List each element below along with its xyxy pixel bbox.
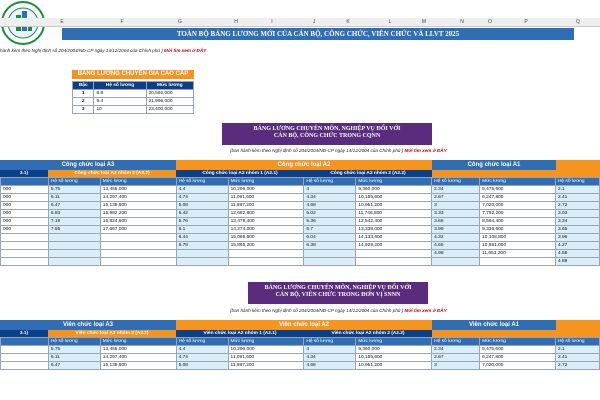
col-label: Mức lương bbox=[480, 338, 556, 346]
table-cell[interactable]: 4.32 bbox=[432, 234, 480, 242]
table-cell[interactable]: 10,155,600 bbox=[356, 194, 432, 202]
senior-header-coef: Hệ số lương bbox=[94, 82, 146, 90]
table-cell[interactable]: 14,297,400 bbox=[100, 194, 176, 202]
section2-group-a1: Viên chức loại A1 bbox=[432, 320, 556, 330]
col-label: Hệ số lương bbox=[48, 178, 100, 186]
table-cell[interactable]: 15,982,200 bbox=[100, 210, 176, 218]
table-cell[interactable]: 000 bbox=[1, 226, 49, 234]
col-label: Hệ số lương bbox=[555, 178, 599, 186]
table-cell[interactable]: 2 bbox=[73, 98, 94, 106]
table-cell[interactable]: 13,455,000 bbox=[100, 186, 176, 194]
section1-table bbox=[0, 177, 600, 266]
table-cell[interactable]: 6.47 bbox=[48, 362, 100, 370]
table-cell[interactable]: 000 bbox=[1, 186, 49, 194]
table-cell[interactable]: 14,133,600 bbox=[356, 234, 432, 242]
table-row bbox=[1, 210, 600, 218]
col-label: Hệ số lương bbox=[176, 178, 228, 186]
table-cell[interactable]: 6,247,800 bbox=[480, 354, 556, 362]
table-cell[interactable]: 13,478,400 bbox=[228, 218, 304, 226]
section2-note: (ban hành kèm theo Nghị định số 204/2004/NĐ-CP ngày 14/12/2004 của Chính phủ ) Mới tìm xem ở ĐÂY bbox=[230, 308, 447, 313]
table-row bbox=[1, 218, 600, 226]
table-cell[interactable]: 6.11 bbox=[48, 354, 100, 362]
table-cell[interactable]: 11,091,600 bbox=[228, 354, 304, 362]
table-cell[interactable]: 8,564,400 bbox=[480, 218, 556, 226]
table-cell[interactable]: 6.38 bbox=[304, 242, 356, 250]
table-cell[interactable]: 10 bbox=[94, 106, 146, 114]
col-header-j[interactable]: J bbox=[312, 19, 316, 25]
table-cell[interactable]: 7,792,200 bbox=[480, 210, 556, 218]
table-cell[interactable]: 5.76 bbox=[176, 218, 228, 226]
section1-sub-a32: Công chức loại A3 nhóm 2 (A3.2) bbox=[48, 170, 176, 177]
table-row bbox=[1, 194, 600, 202]
table-cell[interactable]: 2.67 bbox=[432, 194, 480, 202]
section1-title: BẢNG LƯƠNG CHUYÊN MÔN, NGHIỆP VỤ ĐỐI VỚI CÁN BỘ, CÔNG CHỨC TRONG CQNN bbox=[222, 123, 432, 145]
table-cell[interactable]: 11,653,200 bbox=[480, 250, 556, 258]
col-header-i[interactable]: I bbox=[271, 19, 273, 25]
table-cell[interactable]: 7.19 bbox=[48, 218, 100, 226]
table-cell[interactable]: 12,542,400 bbox=[356, 218, 432, 226]
table-cell[interactable]: 3 bbox=[432, 202, 480, 210]
section1-sub-extra bbox=[556, 170, 600, 177]
table-cell[interactable]: 15,865,200 bbox=[228, 242, 304, 250]
section1-group-a2: Công chức loại A2 bbox=[176, 160, 432, 170]
table-cell[interactable]: 3.33 bbox=[432, 210, 480, 218]
table-row bbox=[1, 346, 600, 354]
table-cell[interactable]: 13,455,000 bbox=[100, 346, 176, 354]
senior-table-title: BẢNG LƯƠNG CHUYÊN GIA CAO CẤP bbox=[72, 70, 194, 79]
table-cell[interactable]: 10,155,600 bbox=[356, 354, 432, 362]
table-cell[interactable]: 9,360,000 bbox=[356, 186, 432, 194]
col-label: Hệ số lương bbox=[555, 338, 599, 346]
table-cell[interactable]: 2.34 bbox=[432, 346, 480, 354]
table-cell[interactable]: 4 bbox=[304, 346, 356, 354]
table-cell[interactable]: 4.74 bbox=[176, 194, 228, 202]
table-cell[interactable]: 2.72 bbox=[555, 202, 599, 210]
section2-see-here-link[interactable]: Mới tìm xem ở ĐÂY bbox=[404, 308, 447, 313]
see-here-link[interactable]: Mới tìm xem ở ĐÂY bbox=[164, 48, 207, 53]
table-cell[interactable]: 15,139,800 bbox=[100, 362, 176, 370]
section1-sub-a31: 3.1) bbox=[0, 170, 48, 177]
col-header-p[interactable]: P bbox=[524, 19, 528, 25]
table-cell[interactable]: 14,274,000 bbox=[228, 226, 304, 234]
table-cell[interactable]: 3 bbox=[73, 106, 94, 114]
table-cell[interactable]: 5.42 bbox=[176, 210, 228, 218]
col-label: Mức lương bbox=[100, 178, 176, 186]
table-cell[interactable]: 2.72 bbox=[555, 362, 599, 370]
senior-header-amount: Mức lương bbox=[146, 82, 193, 90]
col-label: Hệ số lương bbox=[176, 338, 228, 346]
col-header-m[interactable]: M bbox=[421, 19, 427, 25]
col-header-f[interactable]: F bbox=[120, 19, 124, 25]
table-cell[interactable]: 2.41 bbox=[555, 354, 599, 362]
section1-group-extra bbox=[556, 160, 600, 170]
table-cell[interactable]: 20,592,000 bbox=[146, 90, 193, 98]
table-cell[interactable]: 5.08 bbox=[176, 362, 228, 370]
section1-note: (ban hành kèm theo Nghị định số 204/2004/NĐ-CP ngày 14/12/2004 của Chính phủ ) Mới tìm xem ở ĐÂY bbox=[230, 148, 447, 153]
senior-salary-table bbox=[72, 81, 194, 114]
table-cell[interactable]: 4.34 bbox=[304, 194, 356, 202]
table-cell[interactable]: 11,887,200 bbox=[228, 202, 304, 210]
table-cell[interactable]: 4.68 bbox=[304, 202, 356, 210]
table-cell[interactable]: 5.36 bbox=[304, 218, 356, 226]
table-cell[interactable]: 6.47 bbox=[48, 202, 100, 210]
table-cell[interactable]: 17,667,000 bbox=[100, 226, 176, 234]
table-cell[interactable]: 9,336,600 bbox=[480, 226, 556, 234]
col-label: Mức lương bbox=[228, 178, 304, 186]
column-header-bar bbox=[0, 18, 600, 27]
section2-sub-a32: Viên chức loại A3 nhóm 2 (A3.2) bbox=[48, 330, 176, 337]
col-label: Mức lương bbox=[356, 178, 432, 186]
col-header-l[interactable]: L bbox=[388, 19, 392, 25]
table-cell[interactable]: 3 bbox=[432, 362, 480, 370]
table-cell[interactable]: 15,069,600 bbox=[228, 234, 304, 242]
col-label: Mức lương bbox=[228, 338, 304, 346]
table-cell[interactable]: 3.03 bbox=[555, 210, 599, 218]
table-cell[interactable]: 4.98 bbox=[432, 250, 480, 258]
table-row bbox=[1, 234, 600, 242]
table-cell[interactable]: 3.99 bbox=[432, 226, 480, 234]
table-cell[interactable]: 14,297,400 bbox=[100, 354, 176, 362]
table-row bbox=[1, 258, 600, 266]
table-cell[interactable]: 10,296,000 bbox=[228, 346, 304, 354]
section1-group-a1: Công chức loại A1 bbox=[432, 160, 556, 170]
section1-sub-a22: Công chức loại A2 nhóm 2 (A2.2) bbox=[304, 170, 432, 177]
col-header-h[interactable]: H bbox=[234, 19, 238, 25]
table-cell[interactable]: 7,020,000 bbox=[480, 202, 556, 210]
section2-group-a2: Viên chức loại A2 bbox=[176, 320, 432, 330]
table-cell[interactable]: 000 bbox=[1, 202, 49, 210]
section1-see-here-link[interactable]: Mới tìm xem ở ĐÂY bbox=[404, 148, 447, 153]
table-cell[interactable]: 15,139,800 bbox=[100, 202, 176, 210]
table-cell[interactable]: 10,296,000 bbox=[228, 186, 304, 194]
table-cell[interactable]: 6.04 bbox=[304, 234, 356, 242]
table-cell[interactable]: 3.34 bbox=[555, 218, 599, 226]
main-title: TOÀN BỘ BẢNG LƯƠNG MỚI CỦA CÁN BỘ, CÔNG CHỨC, VIÊN CHỨC VÀ LLVT 2025 bbox=[62, 28, 574, 40]
table-cell[interactable]: 6,247,800 bbox=[480, 194, 556, 202]
table-cell[interactable]: 2.41 bbox=[555, 194, 599, 202]
col-label: Hệ số lương bbox=[432, 178, 480, 186]
table-cell[interactable]: 2.67 bbox=[432, 354, 480, 362]
table-row bbox=[1, 202, 600, 210]
table-cell[interactable]: 10,951,200 bbox=[356, 202, 432, 210]
section1-group-a3: Công chức loại A3 bbox=[0, 160, 176, 170]
table-cell[interactable]: 11,091,600 bbox=[228, 194, 304, 202]
table-cell[interactable]: 3.96 bbox=[555, 234, 599, 242]
section1-sub-a1 bbox=[432, 170, 556, 177]
table-cell[interactable]: 7.55 bbox=[48, 226, 100, 234]
table-cell[interactable]: 4.89 bbox=[555, 258, 599, 266]
decree-note: hành kèm theo Nghị định số 204/2004/NĐ-CP ngày 14/12/2004 của Chính phủ ) Mới tìm xem ở ĐÂY bbox=[0, 48, 207, 53]
section1-sub-a21: Công chức loại A2 nhóm 1 (A2.1) bbox=[176, 170, 304, 177]
table-cell[interactable]: 4.68 bbox=[304, 362, 356, 370]
table-cell[interactable]: 5.75 bbox=[48, 186, 100, 194]
table-cell[interactable]: 000 bbox=[1, 194, 49, 202]
col-header-n[interactable]: N bbox=[460, 19, 464, 25]
table-cell[interactable]: 11,746,800 bbox=[356, 210, 432, 218]
table-cell[interactable]: 6.11 bbox=[48, 194, 100, 202]
table-cell[interactable]: 2.1 bbox=[555, 186, 599, 194]
table-cell[interactable]: 4.4 bbox=[176, 346, 228, 354]
table-cell[interactable]: 5.02 bbox=[304, 210, 356, 218]
table-cell[interactable]: 5.75 bbox=[48, 346, 100, 354]
col-header-o[interactable]: O bbox=[488, 19, 492, 25]
table-cell[interactable]: 13,338,000 bbox=[356, 226, 432, 234]
table-cell[interactable]: 000 bbox=[1, 218, 49, 226]
section2-group-extra bbox=[556, 320, 600, 330]
col-label: Hệ số lương bbox=[432, 338, 480, 346]
table-cell[interactable]: 5,475,600 bbox=[480, 346, 556, 354]
table-row bbox=[1, 242, 600, 250]
section2-sub-a22: Viên chức loại A2 nhóm 2 (A2.2) bbox=[304, 330, 432, 337]
table-row bbox=[1, 250, 600, 258]
table-cell[interactable]: 5.7 bbox=[304, 226, 356, 234]
table-cell[interactable]: 10,108,800 bbox=[480, 234, 556, 242]
table-cell[interactable]: 3.65 bbox=[555, 226, 599, 234]
table-cell[interactable]: 6.83 bbox=[48, 210, 100, 218]
col-header-q[interactable]: Q bbox=[576, 19, 580, 25]
table-cell[interactable]: 4.74 bbox=[176, 354, 228, 362]
section2-sub-a1 bbox=[432, 330, 556, 337]
table-cell[interactable]: 4.34 bbox=[304, 354, 356, 362]
table-cell[interactable]: 5,475,600 bbox=[480, 186, 556, 194]
table-cell[interactable]: 6.1 bbox=[176, 226, 228, 234]
section2-sub-a31: 3.1) bbox=[0, 330, 48, 337]
col-label: Mức lương bbox=[356, 338, 432, 346]
table-cell[interactable]: 4.65 bbox=[432, 242, 480, 250]
table-cell[interactable]: 1 bbox=[73, 90, 94, 98]
col-label: Hệ số lương bbox=[48, 338, 100, 346]
table-cell[interactable]: 10,881,000 bbox=[480, 242, 556, 250]
table-cell[interactable]: 8.8 bbox=[94, 90, 146, 98]
table-cell[interactable]: 21,996,000 bbox=[146, 98, 193, 106]
section2-sub-extra bbox=[556, 330, 600, 337]
table-row bbox=[1, 186, 600, 194]
table-cell[interactable]: 9,360,000 bbox=[356, 346, 432, 354]
col-header-k[interactable]: K bbox=[346, 19, 350, 25]
col-label: Mức lương bbox=[100, 338, 176, 346]
table-cell[interactable]: 12,682,800 bbox=[228, 210, 304, 218]
col-header-e[interactable]: E bbox=[60, 19, 64, 25]
table-cell[interactable]: 4.58 bbox=[555, 250, 599, 258]
table-cell[interactable]: 4 bbox=[304, 186, 356, 194]
table-row bbox=[1, 362, 600, 370]
table-cell[interactable]: 9.4 bbox=[94, 98, 146, 106]
table-cell[interactable]: 000 bbox=[1, 210, 49, 218]
table-cell[interactable]: 14,929,200 bbox=[356, 242, 432, 250]
senior-header-grade: Bậc bbox=[73, 82, 94, 90]
table-cell[interactable]: 2.34 bbox=[432, 186, 480, 194]
table-cell[interactable]: 23,400,000 bbox=[146, 106, 193, 114]
col-label: Hệ số lương bbox=[304, 338, 356, 346]
section2-sub-a21: Viên chức loại A2 nhóm 1 (A2.1) bbox=[176, 330, 304, 337]
table-cell[interactable]: 3.66 bbox=[432, 218, 480, 226]
table-cell[interactable]: 10,951,200 bbox=[356, 362, 432, 370]
table-cell[interactable]: 6.44 bbox=[176, 234, 228, 242]
table-cell[interactable]: 2.1 bbox=[555, 346, 599, 354]
table-cell[interactable]: 5.08 bbox=[176, 202, 228, 210]
col-label: Hệ số lương bbox=[304, 178, 356, 186]
table-cell[interactable]: 7,020,000 bbox=[480, 362, 556, 370]
section2-title: BẢNG LƯƠNG CHUYÊN MÔN, NGHIỆP VỤ ĐỐI VỚI CÁN BỘ, VIÊN CHỨC TRONG ĐƠN VỊ SNNN bbox=[248, 282, 428, 304]
section2-table bbox=[0, 337, 600, 370]
col-label: Mức lương bbox=[480, 178, 556, 186]
table-cell[interactable]: 11,887,200 bbox=[228, 362, 304, 370]
table-cell[interactable]: 4.27 bbox=[555, 242, 599, 250]
table-cell[interactable]: 16,824,600 bbox=[100, 218, 176, 226]
table-cell[interactable]: 4.4 bbox=[176, 186, 228, 194]
section2-group-a3: Viên chức loại A3 bbox=[0, 320, 176, 330]
table-row bbox=[1, 354, 600, 362]
col-header-g[interactable]: G bbox=[178, 19, 182, 25]
table-cell[interactable]: 6.78 bbox=[176, 242, 228, 250]
table-row bbox=[1, 226, 600, 234]
